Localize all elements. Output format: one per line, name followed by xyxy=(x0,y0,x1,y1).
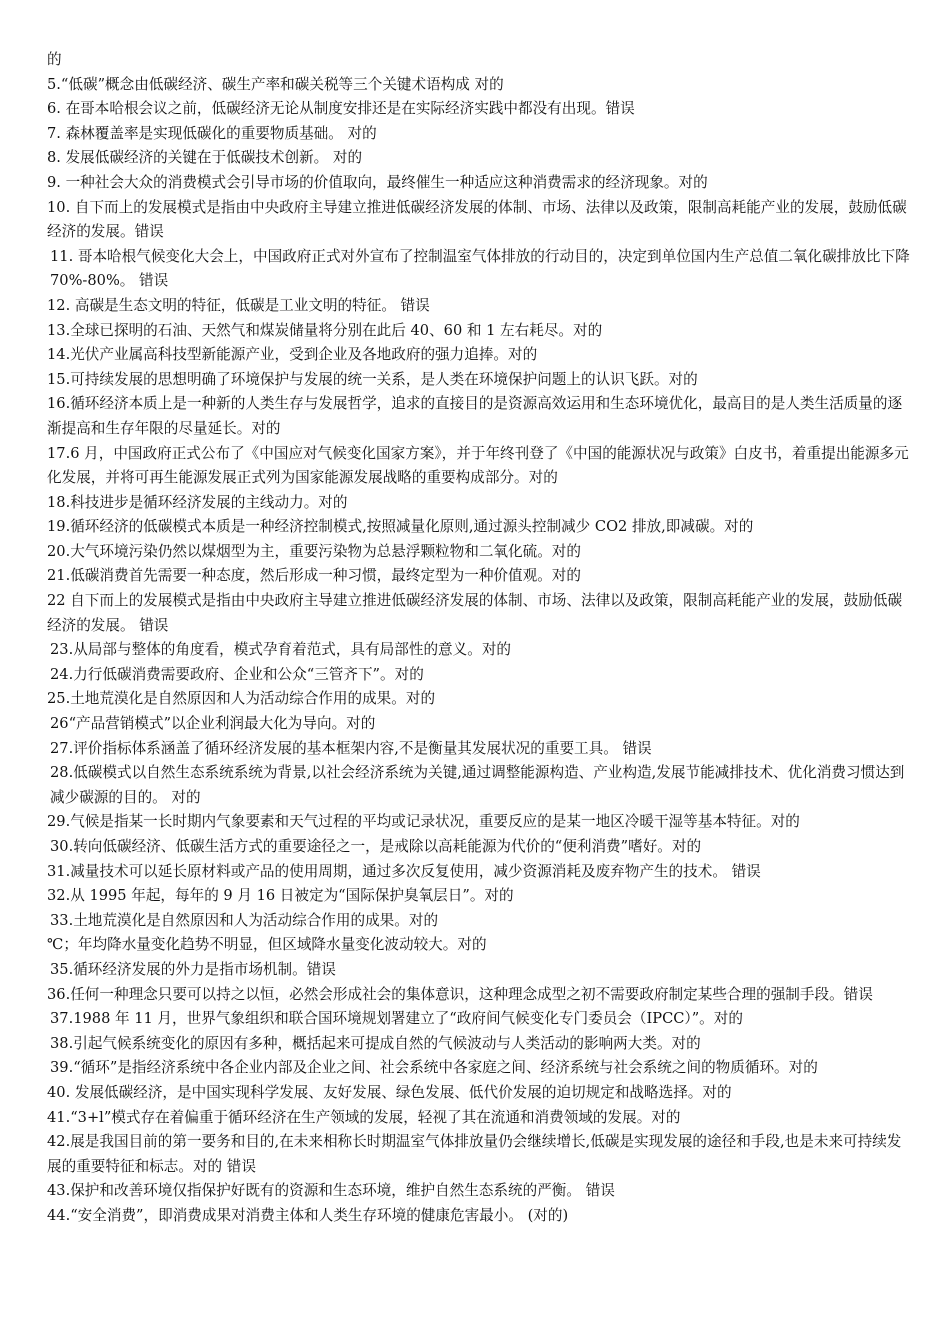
statement-line: 39.“循环”是指经济系统中各企业内部及企业之间、社会系统中各家庭之间、经济系统与社会系统之间的物质循环。对的 xyxy=(50,1059,818,1077)
statement-line: 19.循环经济的低碳模式本质是一种经济控制模式,按照减量化原则,通过源头控制减少 CO2 排放,即减碳。对的 xyxy=(47,518,754,536)
document-body xyxy=(47,48,910,1229)
statement-line: 18.科技进步是循环经济发展的主线动力。对的 xyxy=(47,493,348,511)
statement-line: 10. 自下而上的发展模式是指由中央政府主导建立推进低碳经济发展的体制、市场、法律以及政策，限制高耗能产业的发展，鼓励低碳经济的发展。错误 xyxy=(47,198,907,241)
statement-line: 29.气候是指某一长时期内气象要素和天气过程的平均或记录状况，重要反应的是某一地区冷暖干湿等基本特征。对的 xyxy=(47,813,800,831)
statement-line: 28.低碳模式以自然生态系统系统为背景,以社会经济系统为关键,通过调整能源构造、产业构造,发展节能减排技术、优化消费习惯达到减少碳源的目的。 对的 xyxy=(50,764,905,806)
statement-line: 5.“低碳”概念由低碳经济、碳生产率和碳关税等三个关键术语构成 对的 xyxy=(47,75,504,93)
statement-line: 15.可持续发展的思想明确了环境保护与发展的统一关系，是人类在环境保护问题上的认识飞跃。对的 xyxy=(47,370,698,388)
statement-line: 13.全球已探明的石油、天然气和煤炭储量将分别在此后 40、60 和 1 左右耗尽。对的 xyxy=(47,321,603,339)
statement-line: 42.展是我国目前的第一要务和目的,在未来相称长时期温室气体排放量仍会继续增长,低碳是实现发展的途径和手段,也是未来可持续发展的重要特征和标志。对的 错误 xyxy=(47,1133,902,1175)
statement-line: 24.力行低碳消费需要政府、企业和公众“三管齐下”。对的 xyxy=(50,665,424,683)
statement-line: 36.任何一种理念只要可以持之以恒，必然会形成社会的集体意识，这种理念成型之初不需要政府制定某些合理的强制手段。错误 xyxy=(47,985,873,1003)
statement-line: 30.转向低碳经济、低碳生活方式的重要途径之一，是戒除以高耗能源为代价的“便利消费”嗜好。对的 xyxy=(50,838,702,855)
statement-line: ℃；年均降水量变化趋势不明显，但区域降水量变化波动较大。对的 xyxy=(47,936,487,954)
statement-line: 的 xyxy=(47,51,62,68)
statement-line: 21.低碳消费首先需要一种态度，然后形成一种习惯，最终定型为一种价值观。对的 xyxy=(47,567,581,585)
statement-line: 6. 在哥本哈根会议之前，低碳经济无论从制度安排还是在实际经济实践中都没有出现。错误 xyxy=(47,100,635,118)
statement-line: 35.循环经济发展的外力是指市场机制。错误 xyxy=(50,960,336,978)
statement-line: 17.6 月，中国政府正式公布了《中国应对气候变化国家方案》，并于年终刊登了《中国的能源状况与政策》白皮书，着重提出能源多元化发展，并将可再生能源发展正式列为国家能源发展战略的重要构成部分。对的 xyxy=(47,444,909,487)
statement-line: 43.保护和改善环境仅指保护好既有的资源和生态环境，维护自然生态系统的严衡。 错误 xyxy=(47,1182,615,1200)
statement-line: 33.土地荒漠化是自然原因和人为活动综合作用的成果。对的 xyxy=(50,911,439,929)
statement-line: 38.引起气候系统变化的原因有多种，概括起来可提成自然的气候波动与人类活动的影响两大类。对的 xyxy=(50,1034,701,1052)
statement-line: 7. 森林覆盖率是实现低碳化的重要物质基础。 对的 xyxy=(47,124,377,142)
statement-line: 26“产品营销模式”以企业利润最大化为导向。对的 xyxy=(50,715,376,733)
statement-line: 16.循环经济本质上是一种新的人类生存与发展哲学，追求的直接目的是资源高效运用和生态环境优化，最高目的是人类生活质量的逐渐提高和生存年限的尽量延长。对的 xyxy=(47,395,903,437)
statement-line: 31.减量技术可以延长原材料或产品的使用周期，通过多次反复使用，减少资源消耗及废弃物产生的技术。 错误 xyxy=(47,862,761,880)
statement-line: 37.1988 年 11 月，世界气象组织和联合国环境规划署建立了“政府间气候变化专门委员会（IPCC）”。对的 xyxy=(50,1010,743,1028)
statement-line: 22 自下而上的发展模式是指由中央政府主导建立推进低碳经济发展的体制、市场、法律以及政策，限制高耗能产业的发展，鼓励低碳经济的发展。 错误 xyxy=(47,592,903,634)
statement-line: 12. 高碳是生态文明的特征，低碳是工业文明的特征。 错误 xyxy=(47,296,430,314)
statement-line: 25.土地荒漠化是自然原因和人为活动综合作用的成果。对的 xyxy=(47,690,436,708)
statement-line: 40. 发展低碳经济，是中国实现科学发展、友好发展、绿色发展、低代价发展的迫切规定和战略选择。对的 xyxy=(47,1083,732,1101)
statement-line: 32.从 1995 年起，每年的 9 月 16 日被定为“国际保护臭氧层日”。对的 xyxy=(47,887,514,905)
statement-line: 41.“3+l”模式存在着偏重于循环经济在生产领域的发展，轻视了其在流通和消费领域的发展。对的 xyxy=(47,1108,681,1126)
statement-line: 23.从局部与整体的角度看，模式孕育着范式，具有局部性的意义。对的 xyxy=(50,641,512,659)
statement-line: 27.评价指标体系涵盖了循环经济发展的基本框架内容,不是衡量其发展状况的重要工具。 错误 xyxy=(50,739,652,757)
statement-line: 11. 哥本哈根气候变化大会上，中国政府正式对外宣布了控制温室气体排放的行动目的，决定到单位国内生产总值二氧化碳排放比下降 70%-80%。 错误 xyxy=(50,247,910,290)
statement-line: 9. 一种社会大众的消费模式会引导市场的价值取向，最终催生一种适应这种消费需求的经济现象。对的 xyxy=(47,173,708,191)
statement-line: 20.大气环境污染仍然以煤烟型为主，重要污染物为总悬浮颗粒物和二氧化硫。对的 xyxy=(47,542,581,560)
statement-line: 8. 发展低碳经济的关键在于低碳技术创新。 对的 xyxy=(47,149,363,167)
statement-line: 44.“安全消费”，即消费成果对消费主体和人类生存环境的健康危害最小。 (对的) xyxy=(47,1206,569,1224)
statement-line: 14.光伏产业属高科技型新能源产业，受到企业及各地政府的强力追捧。对的 xyxy=(47,346,538,364)
